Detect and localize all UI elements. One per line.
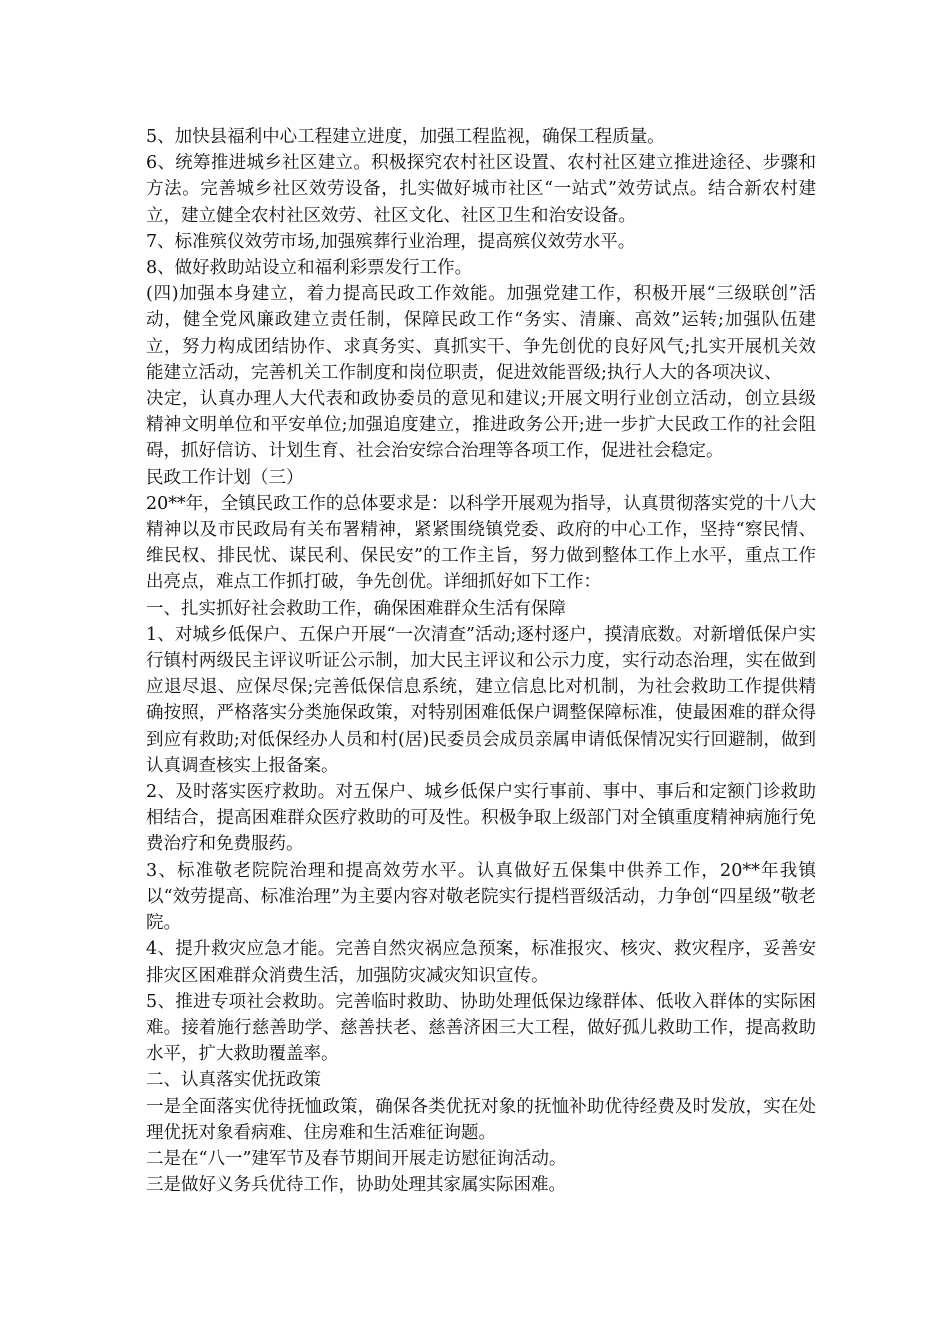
paragraph: 8、做好救助站设立和福利彩票发行工作。 xyxy=(146,258,473,279)
paragraph: 4、提升救灾应急才能。完善自然灾祸应急预案，标准报灾、核灾、救灾程序，妥善安排灾区困难群众消费生活，加强防灾减灾知识宣传。 xyxy=(146,939,816,986)
paragraph: 一是全面落实优待抚恤政策，确保各类优抚对象的抚恤补助优待经费及时发放，实在处理优抚对象看病难、住房难和生活难征询题。 xyxy=(146,1096,816,1143)
paragraph: 二是在“八一”建军节及春节期间开展走访慰征询活动。 xyxy=(146,1148,567,1169)
paragraph: 1、对城乡低保户、五保户开展“一次清查”活动;逐村逐户，摸清底数。对新增低保户实行镇村两级民主评议听证公示制，加大民主评议和公示力度，实行动态治理，实在做到应退尽退、应保尽保;完善低保信息系统，建立信息比对机制，为社会救助工作提供精确按照，严格落实分类施保政策，对特别困难低保户调整保障标准，使最困难的群众得到应有救助;对低保经办人员和村(居)民委员会成员亲属申请低保情况实行回避制，做到认真调查核实上报备案。 xyxy=(146,624,816,776)
paragraph: 7、标准殡仪效劳市场,加强殡葬行业治理，提高殡仪效劳水平。 xyxy=(146,231,636,252)
paragraph: 三是做好义务兵优待工作，协助处理其家属实际困难。 xyxy=(146,1175,566,1196)
paragraph: 6、统筹推进城乡社区建立。积极探究农村社区设置、农村社区建立推进途径、步骤和方法。完善城乡社区效劳设备，扎实做好城市社区“一站式”效劳试点。结合新农村建立，建立健全农村社区效劳、社区文化、社区卫生和治安设备。 xyxy=(146,153,816,226)
paragraph: 2、及时落实医疗救助。对五保户、城乡低保户实行事前、事中、事后和定额门诊救助相结合，提高困难群众医疗救助的可及性。积极争取上级部门对全镇重度精神病施行免费治疗和免费服药。 xyxy=(146,782,816,855)
paragraph: (四)加强本身建立，着力提高民政工作效能。加强党建工作，积极开展“三级联创”活动，健全党风廉政建立责任制，保障民政工作“务实、清廉、高效”运转;加强队伍建立，努力构成团结协作、求真务实、真抓实干、争先创优的良好风气;扎实开展机关效能建立活动，完善机关工作制度和岗位职责，促进效能晋级;执行人大的各项决议、 xyxy=(146,284,816,383)
paragraph: 20**年，全镇民政工作的总体要求是：以科学开展观为指导，认真贯彻落实党的十八大精神以及市民政局有关布署精神，紧紧围绕镇党委、政府的中心工作，坚持“察民情、维民权、排民忧、谋民利、保民安”的工作主旨，努力做到整体工作上水平，重点工作出亮点，难点工作抓打破，争先创优。详细抓好如下工作： xyxy=(146,493,816,593)
paragraph: 决定，认真办理人大代表和政协委员的意见和建议;开展文明行业创立活动，创立县级精神文明单位和平安单位;加强追度建立，推进政务公开;进一步扩大民政工作的社会阻碍，抓好信访、计划生育、社会治安综合治理等各项工作，促进社会稳定。 xyxy=(146,389,816,462)
section-heading: 一、扎实抓好社会救助工作，确保困难群众生活有保障 xyxy=(146,598,566,619)
paragraph: 3、标准敬老院院治理和提高效劳水平。认真做好五保集中供养工作，20**年我镇以“效劳提高、标准治理”为主要内容对敬老院实行提档晋级活动，力争创“四星级”敬老院。 xyxy=(146,860,816,934)
document-body xyxy=(146,124,816,1198)
paragraph: 5、加快县福利中心工程建立进度，加强工程监视，确保工程质量。 xyxy=(146,127,665,147)
section-heading: 二、认真落实优抚政策 xyxy=(146,1070,321,1091)
paragraph: 5、推进专项社会救助。完善临时救助、协助处理低保边缘群体、低收入群体的实际困难。接着施行慈善助学、慈善扶老、慈善济困三大工程，做好孤儿救助工作，提高救助水平，扩大救助覆盖率。 xyxy=(146,991,816,1065)
section-heading: 民政工作计划（三） xyxy=(146,467,304,488)
